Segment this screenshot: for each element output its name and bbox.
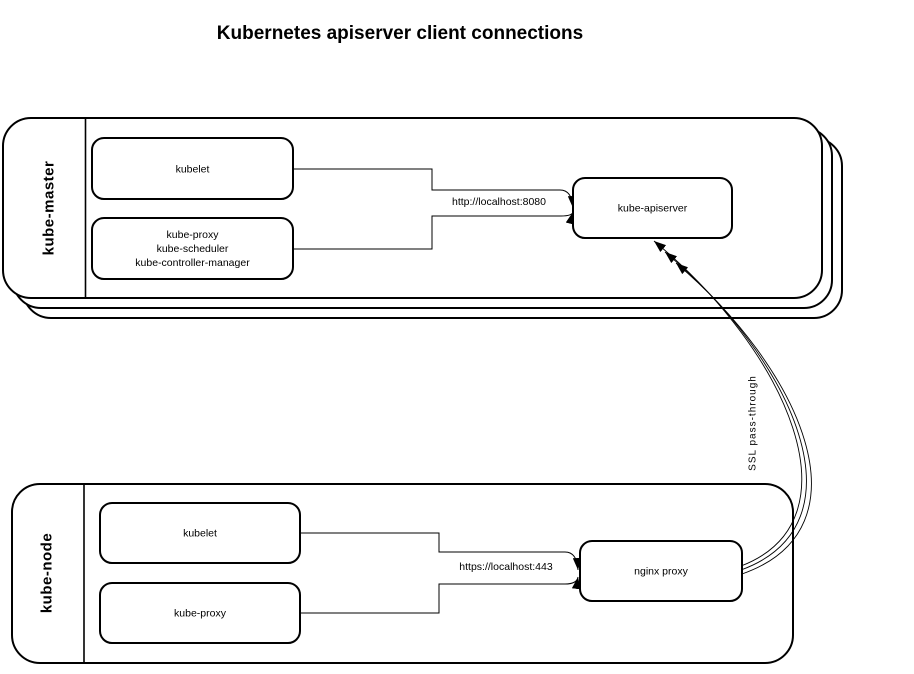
edge-label-http-localhost-8080: http://localhost:8080	[452, 196, 546, 208]
diagram-title: Kubernetes apiserver client connections	[216, 23, 584, 44]
kube-apiserver-label: kube-apiserver	[617, 202, 688, 215]
kube-master-label: kube-master	[40, 160, 58, 256]
master-kubelet-label: kubelet	[175, 163, 210, 176]
ssl-passthrough-label: SSL pass-through	[747, 375, 759, 471]
edge-label-https-localhost-443: https://localhost:443	[459, 561, 553, 573]
nginx-proxy-label: nginx proxy	[634, 565, 688, 578]
kube-node-label: kube-node	[38, 532, 56, 614]
master-control-plane-line-2: kube-scheduler	[156, 243, 229, 255]
master-control-plane-line-1: kube-proxy	[166, 229, 219, 241]
node-kubelet-label: kubelet	[183, 527, 217, 540]
node-kube-proxy-label: kube-proxy	[174, 607, 226, 620]
master-control-plane-line-3: kube-controller-manager	[135, 257, 250, 269]
